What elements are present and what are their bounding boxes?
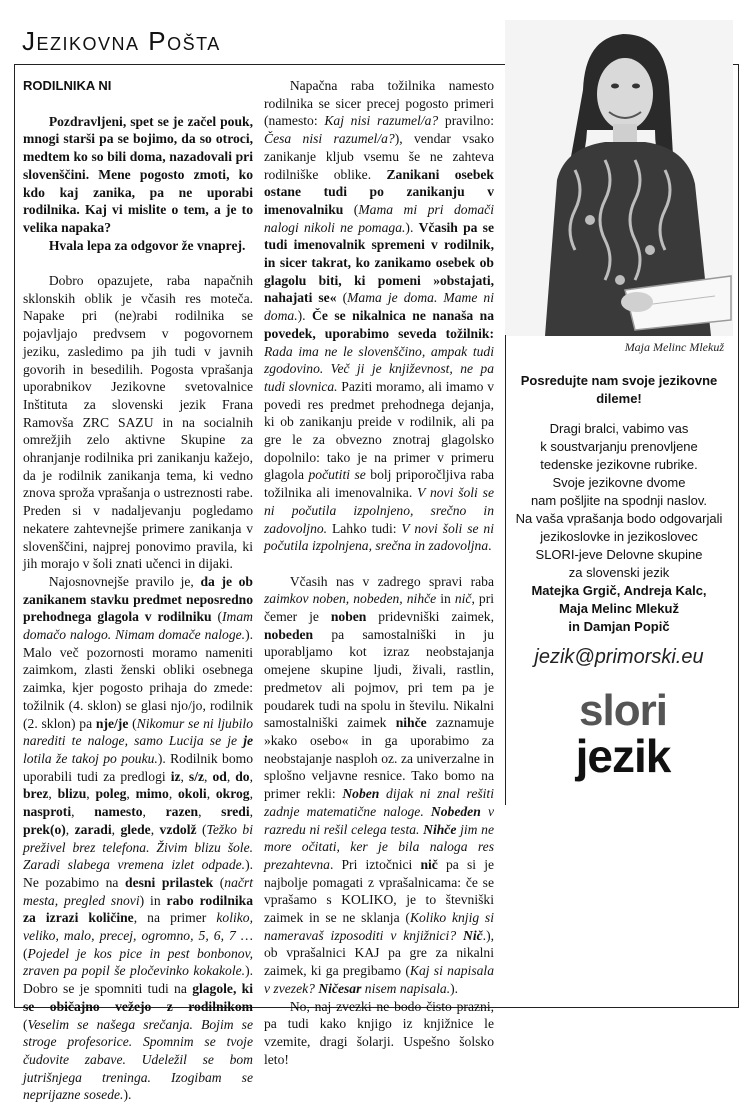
- author-name: in Damjan Popič: [568, 619, 670, 634]
- author-name: Matejka Grgič, Andreja Kalc,: [531, 583, 707, 598]
- question-text: Pozdravljeni, spet se je začel pouk, mnogi starši pa se bojimo, da so otroci, medtem ko so bili doma, nazadovali pri slovenščini. Mene pogosto zmoti, ko kdo kaj zanika, pa ne uporabi rodilnika. Kaj vi mislite o tem, a je to velika napaka?: [23, 113, 253, 235]
- info-line: Na vaša vprašanja bodo odgovarjali: [515, 511, 723, 526]
- answer-paragraph-4: Včasih nas v zadrego spravi raba zaimkov noben, nobeden, nihče in nič, pri čemer je noben pridevniški zaimek, nobeden pa samostalniški in ju uporabljamo kot izraz neobstajanja omejene skupine ljudi, živali, rastlin, predmetov ali pojmov, pri tem pa je poudarek tudi na spolu in številu. Nikalni samostalniški zaimek nihče zaznamuje »kako osebo« in ga uporabimo za neobstajanje nasploh oz. za univerzalne in splošno veljavne resnice. Tako bomo na primer rekli: Noben dijak ni znal rešiti zadnje matematične naloge. Nobeden v razredu ni rešil celega testa. Nihče jim ne more očitati, ker je bila naloga res prezahtevna. Pri iztočnici nič pa si je najbolje pomagati z vprašalnicama: če se vprašamo s KOLIKO, je to števniški zaimek in se ne sklanja (Koliko knjig si nameravaš izposoditi v knjižnici? Nič.), ob vprašalnici KAJ pa gre za nikalni zaimek, ki ga pregibamo (Kaj si napisala v zvezek? Ničesar nisem napisala.).: [264, 573, 495, 996]
- author-name: Maja Melinc Mlekuž: [559, 601, 679, 616]
- info-line: nam pošljite na spodnji naslov.: [530, 493, 708, 508]
- answer-paragraph-1: Dobro opazujete, raba napačnih sklonskih oblik je včasih res moteča. Napake pri (ne)rabi rodilnika se pojavljajo predvsem v pogovornem jeziku, zasledimo pa jih tudi v javnih govorih in besedilih. Pogosta vprašanja uporabnikov Jezikovne svetovalnice Inštituta za slovenski jezik Frana Ramovša ZRC SAZU in na socialnih omrežjih zelo aktivne Skupine za ohranjanje rodilnika pri zanikanju kažejo, da je rodilnik zanikanja tema, ki vedno znova sproža vprašanja o ustreznosti rabe. Preden si v nadaljevanju pogledamo nekatere zahtevnejše primere zanikanja v slovenščini, najprej ponovimo pravila, ki jih morajo v šoli znati učenci in dijaki.: [23, 273, 253, 572]
- question-paragraph: [23, 113, 253, 237]
- info-line: SLORI-jeve Delovne skupine: [535, 547, 703, 562]
- info-line: tedenske jezikovne rubrike.: [540, 457, 698, 472]
- info-line: Svoje jezikovne dvome: [552, 475, 686, 490]
- page-title: Jezikovna Pošta: [22, 26, 221, 56]
- info-line: jezikoslovke in jezikoslovec: [540, 529, 698, 544]
- answer-paragraph-2: Najosnovnejše pravilo je, da je ob zanikanem stavku predmet neposredno prehodnega glagola v rodilniku (Imam domačo nalogo. Nimam domače naloge.). Malo več pozornosti moramo nameniti zaimkom, zlasti ženski obliki osebnega zaimka, kjer pogosto prihaja do zmede: tožilnik (4. sklon) se glasi njo/jo, rodilnik (2. sklon) pa nje/je (Nikomur se ni ljubilo narediti te naloge, samo Lucija se je je lotila že takoj po pouku.). Rodilnik bomo uporabili tudi za predlogi iz, s/z, od, do, brez, blizu, poleg, mimo, okoli, okrog, nasproti, namesto, razen, sredi, prek(o), zaradi, glede, vzdolž (Težko bi preživel brez telefona. Živim blizu šole. Zaradi slabega vremena izlet odpade.). Ne pozabimo na desni prilastek (načrt mesta, pregled snovi) in rabo rodilnika za izrazi količine, na primer koliko, veliko, malo, precej, ogromno, 5, 6, 7 … (Pojedel je kos pice in pest bonbonov, zraven pa popil še pločevinko kokakole.). Dobro se je spomniti tudi na glagole, ki se običajno vežejo z rodilnikom (Veselim se našega srečanja. Bojim se stroge profesorice. Spomnim se tvoje čudovite zabave. Udeležil se bom jutrišnjega treninga. Izogibam se neprijazne sosede.).: [23, 573, 254, 1103]
- info-line: za slovenski jezik: [568, 565, 670, 580]
- photo-credit: Maja Melinc Mlekuž: [624, 340, 724, 354]
- logo-line-2: jezik: [575, 730, 671, 782]
- slori-jezik-logo: [548, 688, 698, 788]
- column-2: [264, 77, 494, 1068]
- info-box-content: [505, 372, 733, 636]
- question-thanks: Hvala lepa za odgovor že vnaprej.: [48, 237, 246, 253]
- info-line: k soustvarjanju prenovljene: [540, 439, 698, 454]
- author-photo: [505, 20, 733, 336]
- article-heading: RODILNIKA NI: [23, 78, 112, 93]
- answer-paragraph-5: No, naj zvezki ne bodo čisto prazni, pa tudi kako knjigo iz knjižnice le vzemite, dragi šolarji. Uspešno šolsko leto!: [264, 998, 494, 1067]
- column-1: [23, 77, 253, 1104]
- info-line: Dragi bralci, vabimo vas: [549, 421, 689, 436]
- logo-line-1: slori: [579, 686, 667, 735]
- portrait-illustration: [505, 20, 733, 336]
- answer-paragraph-3: Napačna raba tožilnika namesto rodilnika se sicer precej pogosto primeri (namesto: Kaj nisi razumel/a? pravilno: Česa nisi razumel/a?), vendar vsako zanikanje kljub vsemu še ne zahteva rodilniške oblike. Zanikani osebek ostane tudi po zanikanju v imenovalniku (Mama mi pri domači nalogi nikoli ne pomaga.). Včasih pa se tudi imenovalnik spremeni v rodilnik, in sicer takrat, ko zanikamo osebek ob glagolu biti, ki pomeni »obstajati, nahajati se« (Mama je doma. Mame ni doma.). Če se nikalnica ne nanaša na povedek, uporabimo seveda tožilnik: Rada ima ne le slovenščino, ampak tudi zgodovino. Več ji je književnost, ne pa tudi slovnica. Paziti moramo, ali imamo v povedi res predmet prehodnega dejanja, ki ob zanikanju preide v rodilnik, ali pa gre le za obvezno znotraj glagolsko dopolnilo: tako je na primer v primeru glagola počutiti se bolj priporočljiva raba tožilnika ali imenovalnika. V novi šoli se ni počutila izpolnjeno, srečno in zadovoljno. Lahko tudi: V novi šoli se ni počutila izpolnjena, srečna in zadovoljna.: [264, 78, 495, 554]
- email-link[interactable]: jezik@primorski.eu: [534, 646, 704, 668]
- info-box-heading: Posredujte nam svoje jezikovne dileme!: [520, 373, 718, 406]
